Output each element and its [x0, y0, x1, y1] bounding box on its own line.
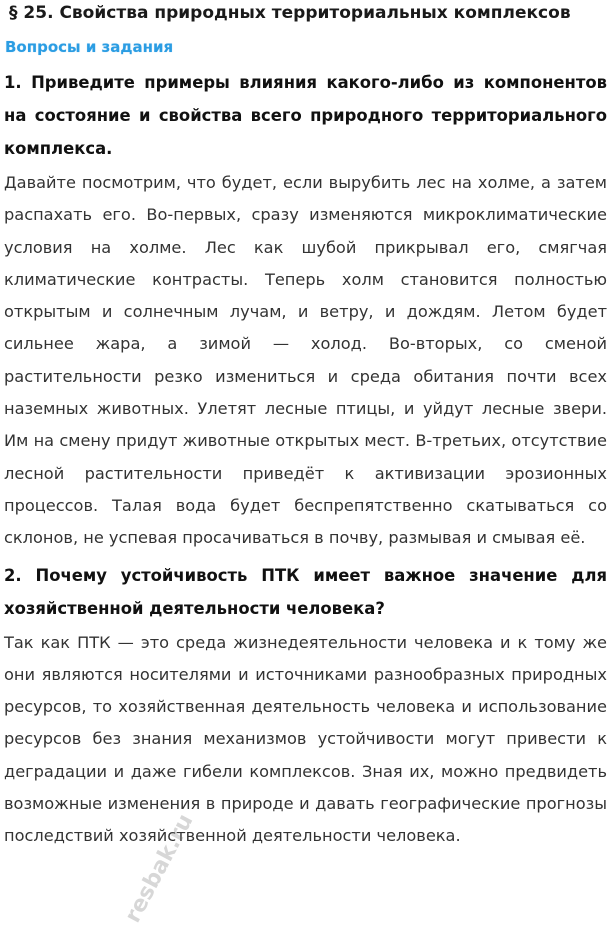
section-label: Вопросы и задания	[5, 38, 174, 56]
watermark: resbak.ru	[120, 810, 199, 927]
question-1: 1. Приведите примеры влияния какого-либо из компонентов на состояние и свойства всего природного территориального комплекса.	[4, 73, 607, 158]
answer-2: Так как ПТК — это среда жизнедеятельности человека и к тому же они являются носителями и источниками разнообразных природных ресурсов, то хозяйственная деятельность человека и использование ресурсов без знания механизмов устойчивости могут привести к деградации и даже гибели комплексов. Зная их, можно предвидеть возможные изменения в природе и давать географические прогнозы последствий хозяйственной деятельности человека.	[4, 632, 607, 846]
page-content	[0, 1, 611, 853]
page-title: § 25. Свойства природных территориальных комплексов	[9, 3, 571, 23]
question-2: 2. Почему устойчивость ПТК имеет важное значение для хозяйственной деятельности человека?	[4, 565, 607, 618]
answer-1: Давайте посмотрим, что будет, если вырубить лес на холме, а затем распахать его. Во-первых, сразу изменяются микроклиматические условия на холме. Лес как шубой прикрывал его, смягчая климатические контрасты. Теперь холм становится полностью открытым и солнечным лучам, и ветру, и дождям. Летом будет сильнее жара, а зимой — холод. Во-вторых, со сменой растительности резко измениться и среда обитания почти всех наземных животных. Улетят лесные птицы, и уйдут лесные звери. Им на смену придут животные открытых мест. В-третьих, отсутствие лесной растительности приведёт к активизации эрозионных процессов. Талая вода будет беспрепятственно скатываться со склонов, не успевая просачиваться в почву, размывая и смывая её.	[4, 173, 607, 548]
